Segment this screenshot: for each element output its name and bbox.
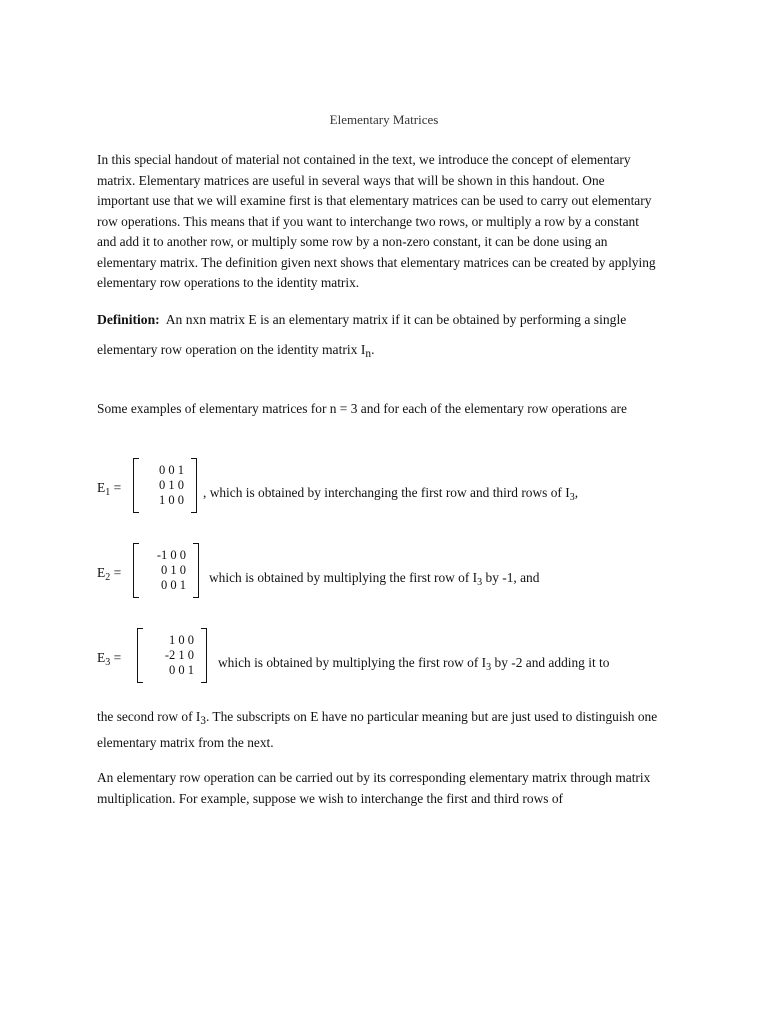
matrix-label-e2: $E_2$ =: [97, 565, 122, 583]
examples-intro: Some examples of elementary matrices for n = 3 and for each of the elementary row operations are: [97, 401, 627, 416]
matrix-e3: [137, 628, 207, 683]
example-e3-description: which is obtained by multiplying the first row of $I_3$ by -2 and adding it to: [218, 655, 610, 673]
matrix-row: 0 0 1: [161, 578, 186, 592]
example-e1-description: , which is obtained by interchanging the first row and third rows of $I_3$,: [203, 485, 579, 503]
example-e2-description: which is obtained by multiplying the first row of $I_3$ by -1, and: [209, 570, 540, 588]
matrix-label-e3: $E_3$ =: [97, 650, 122, 668]
definition-subscript: n: [365, 348, 372, 360]
matrix-row: 0 0 1: [169, 663, 194, 677]
definition-line-1: [97, 312, 687, 328]
example-e3: [97, 628, 697, 688]
matrix-row: 1 0 0: [159, 493, 184, 507]
example-e1: [97, 458, 697, 518]
closing-paragraph: An elementary row operation can be carried out by its corresponding elementary matrix through matrix multiplication. For example, suppose we wish to interchange the first and third rows of: [97, 770, 651, 806]
definition-end: .: [371, 342, 375, 357]
matrix-e1: [133, 458, 197, 513]
matrix-e2: [133, 543, 199, 598]
matrix-label-e1: $E_1$ =: [97, 480, 122, 498]
matrix-row: -1 0 0: [156, 548, 186, 562]
intro-paragraph: In this special handout of material not contained in the text, we introduce the concept of elementary matrix. Elementary matrices are useful in several ways that will be shown in this handout. One important use that we will examine first is that elementary matrices can be used to carry out elementary row operations. This means that if you want to interchange two rows, or multiply a row by a constant and add it to another row, or multiply some row by a non-zero constant, it can be done using an elementary matrix. The definition given next shows that elementary matrices can be created by applying elementary row operations to the identity matrix.: [97, 152, 656, 290]
page-title: Elementary Matrices: [329, 112, 439, 127]
definition-text-2: elementary row operation on the identity matrix I: [97, 342, 366, 357]
matrix-row: -2 1 0: [164, 648, 194, 662]
matrix-row: 0 1 0: [161, 563, 186, 577]
example-e2: [97, 543, 697, 603]
definition-line-2: [97, 342, 687, 360]
continuation-paragraph: the second row of $I_3$. The subscripts on E have no particular meaning but are just used to distinguish one elementary matrix from the next.: [97, 709, 658, 750]
definition-label: Definition:: [97, 312, 160, 327]
definition-text-1: An nxn matrix E is an elementary matrix if it can be obtained by performing a single: [165, 312, 627, 327]
matrix-row: 0 0 1: [159, 463, 184, 477]
matrix-row: 1 0 0: [169, 633, 194, 647]
matrix-row: 0 1 0: [159, 478, 184, 492]
